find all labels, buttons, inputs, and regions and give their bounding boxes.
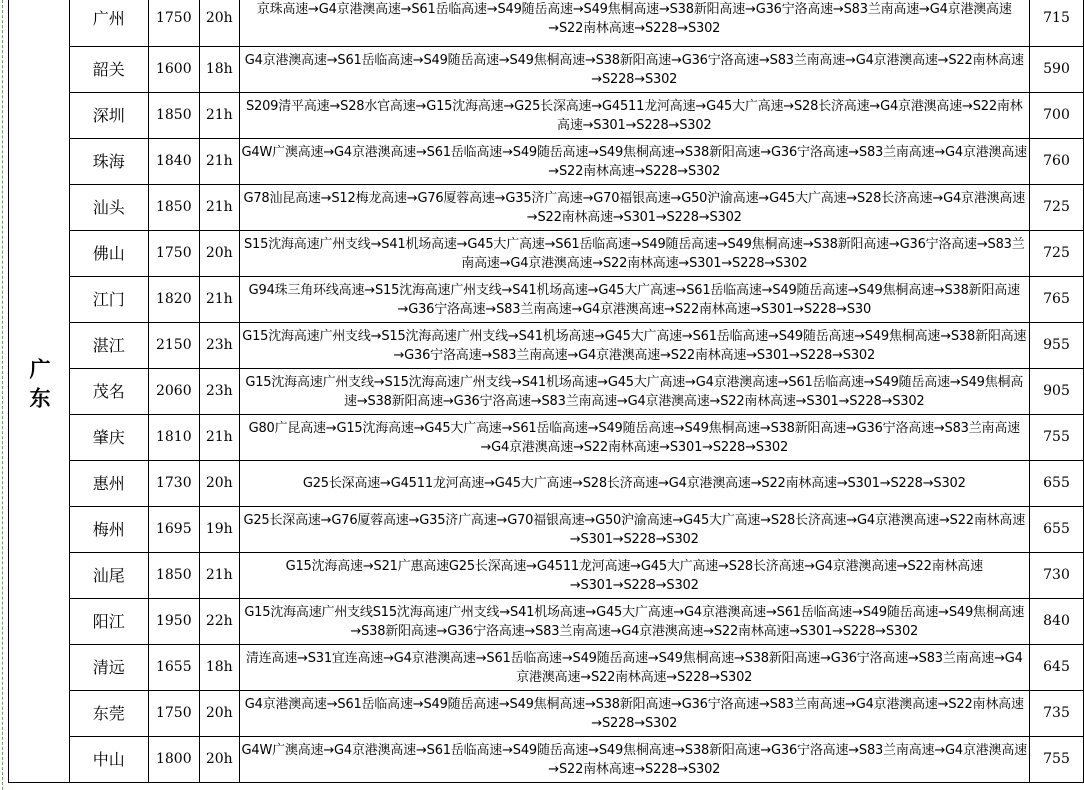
time-cell: 21h	[200, 277, 240, 323]
distance-cell: 1750	[148, 231, 199, 277]
table-row	[9, 415, 1084, 461]
route-text: G4W广澳高速→G4京港澳高速→S61岳临高速→S49随岳高速→S49焦桐高速→S38新阳高速→G36宁洛高速→S83兰南高速→G4京港澳高速→S22南林高速→S228→S302	[241, 144, 1027, 179]
table-row	[9, 93, 1084, 139]
city-cell: 江门	[70, 277, 149, 323]
route-cell	[239, 185, 1029, 231]
city-cell: 阳江	[70, 599, 149, 645]
time-cell: 21h	[200, 415, 240, 461]
route-cell	[239, 277, 1029, 323]
city-cell: 茂名	[70, 369, 149, 415]
distance-cell: 1850	[148, 93, 199, 139]
route-text: G25长深高速→G4511龙河高速→G45大广高速→S28长济高速→G4京港澳高速→S22南林高速→S301→S228→S302	[302, 476, 966, 491]
route-cell	[239, 461, 1029, 507]
route-text: G78汕昆高速→S12梅龙高速→G76厦蓉高速→G35济广高速→G70福银高速→G50沪渝高速→G45大广高速→S28长济高速→G4京港澳高速→S22南林高速→S301→S228→S302	[243, 190, 1026, 225]
price-cell: 735	[1029, 691, 1083, 737]
route-text: 京珠高速→G4京港澳高速→S61岳临高速→S49随岳高速→S49焦桐高速→S38新阳高速→G36宁洛高速→S83兰南高速→G4京港澳高速→S22南林高速→S228→S302	[256, 1, 1012, 36]
route-text: G15沈海高速→S21广惠高速G25长深高速→G4511龙河高速→G45大广高速→S28长济高速→G4京港澳高速→S22南林高速→S301→S228→S302	[285, 558, 983, 593]
distance-cell: 1600	[148, 47, 199, 93]
time-cell: 21h	[200, 93, 240, 139]
city-cell: 东莞	[70, 691, 149, 737]
route-cell	[239, 691, 1029, 737]
price-cell: 730	[1029, 553, 1083, 599]
table-row	[9, 553, 1084, 599]
distance-cell: 1820	[148, 277, 199, 323]
table-row	[9, 691, 1084, 737]
price-cell: 590	[1029, 47, 1083, 93]
route-text: S15沈海高速广州支线→S41机场高速→G45大广高速→S61岳临高速→S49随岳高速→S49焦桐高速→S38新阳高速→G36宁洛高速→S83兰南高速→G4京港澳高速→S22南林高速→S301→S228→S302	[244, 236, 1025, 271]
price-cell: 760	[1029, 139, 1083, 185]
table-row	[9, 323, 1084, 369]
distance-cell: 1810	[148, 415, 199, 461]
city-cell: 中山	[70, 737, 149, 783]
time-cell: 20h	[200, 737, 240, 783]
route-cell	[239, 369, 1029, 415]
time-cell: 22h	[200, 599, 240, 645]
time-cell: 20h	[200, 461, 240, 507]
time-cell: 21h	[200, 553, 240, 599]
price-cell: 765	[1029, 277, 1083, 323]
distance-cell: 2060	[148, 369, 199, 415]
table-row	[9, 277, 1084, 323]
city-cell: 汕头	[70, 185, 149, 231]
time-cell: 20h	[200, 231, 240, 277]
route-cell	[239, 553, 1029, 599]
page-border	[2, 0, 3, 790]
price-cell: 755	[1029, 415, 1083, 461]
time-cell: 23h	[200, 323, 240, 369]
province-cell	[9, 0, 70, 783]
route-text: G15沈海高速广州支线S15沈海高速广州支线→S41机场高速→G45大广高速→G4京港澳高速→S61岳临高速→S49随岳高速→S49焦桐高速→S38新阳高速→G36宁洛高速→S83兰南高速→G4京港澳高速→S22南林高速→S301→S228→S302	[244, 604, 1025, 639]
time-cell: 18h	[200, 645, 240, 691]
route-cell	[239, 139, 1029, 185]
time-cell: 18h	[200, 47, 240, 93]
distance-cell: 1750	[148, 691, 199, 737]
city-cell: 广州	[70, 0, 149, 47]
route-cell	[239, 323, 1029, 369]
time-cell: 21h	[200, 185, 240, 231]
price-cell: 700	[1029, 93, 1083, 139]
distance-cell: 2150	[148, 323, 199, 369]
price-cell: 655	[1029, 461, 1083, 507]
route-cell	[239, 0, 1029, 47]
price-cell: 840	[1029, 599, 1083, 645]
table-row	[9, 0, 1084, 47]
route-table-body	[9, 0, 1084, 783]
price-cell: 655	[1029, 507, 1083, 553]
route-text: G94珠三角环线高速→S15沈海高速广州支线→S41机场高速→G45大广高速→S61岳临高速→S49随岳高速→S49焦桐高速→S38新阳高速→G36宁洛高速→S83兰南高速→G4京港澳高速→S22南林高速→S301→S228→S30	[248, 282, 1020, 317]
distance-cell: 1850	[148, 185, 199, 231]
time-cell: 23h	[200, 369, 240, 415]
table-row	[9, 47, 1084, 93]
route-cell	[239, 737, 1029, 783]
time-cell: 20h	[200, 691, 240, 737]
price-cell: 955	[1029, 323, 1083, 369]
table-row	[9, 599, 1084, 645]
distance-cell: 1850	[148, 553, 199, 599]
route-cell	[239, 93, 1029, 139]
city-cell: 惠州	[70, 461, 149, 507]
route-text: S209清平高速→S28水官高速→G15沈海高速→G25长深高速→G4511龙河高速→G45大广高速→S28长济高速→G4京港澳高速→S22南林高速→S301→S228→S302	[245, 98, 1023, 133]
route-text: G15沈海高速广州支线→S15沈海高速广州支线→S41机场高速→G45大广高速→S61岳临高速→S49随岳高速→S49焦桐高速→S38新阳高速→G36宁洛高速→S83兰南高速→G4京港澳高速→S22南林高速→S301→S228→S302	[242, 328, 1027, 363]
price-cell: 725	[1029, 231, 1083, 277]
route-cell	[239, 645, 1029, 691]
city-cell: 汕尾	[70, 553, 149, 599]
time-cell: 19h	[200, 507, 240, 553]
table-row	[9, 461, 1084, 507]
distance-cell: 1655	[148, 645, 199, 691]
price-cell: 715	[1029, 0, 1083, 47]
distance-cell: 1695	[148, 507, 199, 553]
route-table	[8, 0, 1084, 783]
price-cell: 755	[1029, 737, 1083, 783]
distance-cell: 1950	[148, 599, 199, 645]
route-cell	[239, 47, 1029, 93]
time-cell: 20h	[200, 0, 240, 47]
table-row	[9, 185, 1084, 231]
distance-cell: 1800	[148, 737, 199, 783]
route-cell	[239, 231, 1029, 277]
city-cell: 深圳	[70, 93, 149, 139]
city-cell: 韶关	[70, 47, 149, 93]
route-text: 清连高速→S31宜连高速→G4京港澳高速→S61岳临高速→S49随岳高速→S49焦桐高速→S38新阳高速→G36宁洛高速→S83兰南高速→G4京港澳高速→S22南林高速→S228→S302	[245, 650, 1023, 685]
city-cell: 梅州	[70, 507, 149, 553]
price-cell: 725	[1029, 185, 1083, 231]
table-row	[9, 507, 1084, 553]
city-cell: 肇庆	[70, 415, 149, 461]
table-row	[9, 139, 1084, 185]
route-text: G15沈海高速广州支线→S15沈海高速广州支线→S41机场高速→G45大广高速→G4京港澳高速→S61岳临高速→S49随岳高速→S49焦桐高速→S38新阳高速→G36宁洛高速→S83兰南高速→G4京港澳高速→S22南林高速→S301→S228→S302	[245, 374, 1024, 409]
distance-cell: 1750	[148, 0, 199, 47]
route-text: G25长深高速→G76厦蓉高速→G35济广高速→G70福银高速→G50沪渝高速→G45大广高速→S28长济高速→G4京港澳高速→S22南林高速→S301→S228→S302	[243, 512, 1026, 547]
table-row	[9, 231, 1084, 277]
city-cell: 清远	[70, 645, 149, 691]
province-label: 广东	[27, 357, 51, 416]
city-cell: 珠海	[70, 139, 149, 185]
table-row	[9, 645, 1084, 691]
distance-cell: 1840	[148, 139, 199, 185]
table-row	[9, 737, 1084, 783]
route-cell	[239, 507, 1029, 553]
table-row	[9, 369, 1084, 415]
distance-cell: 1730	[148, 461, 199, 507]
route-cell	[239, 599, 1029, 645]
route-text: G4京港澳高速→S61岳临高速→S49随岳高速→S49焦桐高速→S38新阳高速→G36宁洛高速→S83兰南高速→G4京港澳高速→S22南林高速→S228→S302	[244, 52, 1024, 87]
route-text: G80广昆高速→G15沈海高速→G45大广高速→S61岳临高速→S49随岳高速→S49焦桐高速→S38新阳高速→G36宁洛高速→S83兰南高速→G4京港澳高速→S22南林高速→S301→S228→S302	[248, 420, 1020, 455]
time-cell: 21h	[200, 139, 240, 185]
route-cell	[239, 415, 1029, 461]
price-cell: 645	[1029, 645, 1083, 691]
city-cell: 佛山	[70, 231, 149, 277]
route-text: G4W广澳高速→G4京港澳高速→S61岳临高速→S49随岳高速→S49焦桐高速→S38新阳高速→G36宁洛高速→S83兰南高速→G4京港澳高速→S22南林高速→S228→S302	[241, 742, 1027, 777]
city-cell: 湛江	[70, 323, 149, 369]
route-text: G4京港澳高速→S61岳临高速→S49随岳高速→S49焦桐高速→S38新阳高速→G36宁洛高速→S83兰南高速→G4京港澳高速→S22南林高速→S228→S302	[244, 696, 1024, 731]
price-cell: 905	[1029, 369, 1083, 415]
